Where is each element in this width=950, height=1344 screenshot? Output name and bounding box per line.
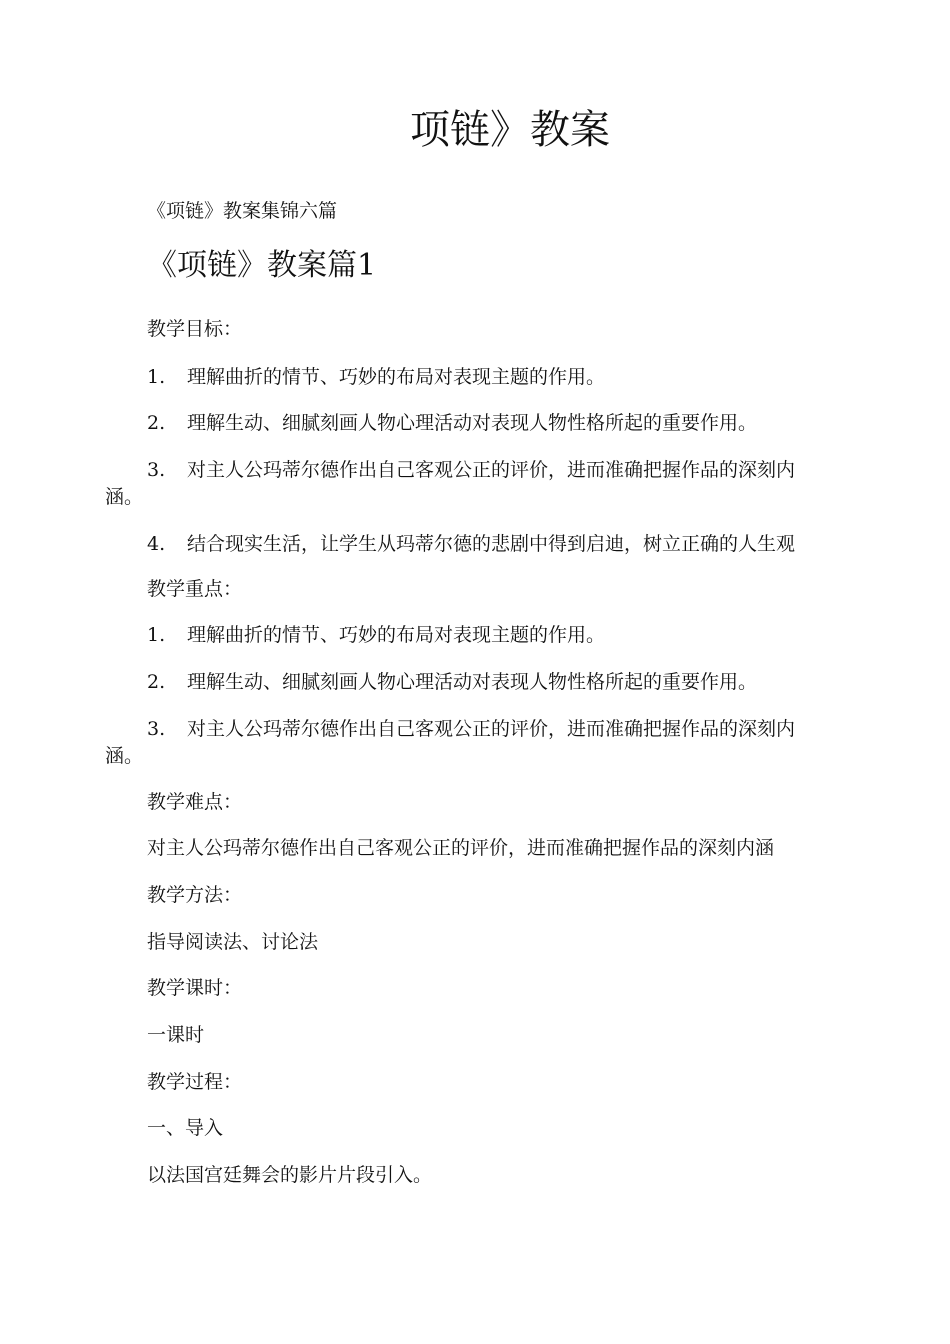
key-points-label: 教学重点： xyxy=(147,578,243,600)
goal-number: 3. xyxy=(147,459,166,481)
process-step: 一、导入 xyxy=(147,1117,224,1139)
process-label: 教学过程： xyxy=(147,1071,243,1093)
goal-number: 4. xyxy=(147,533,166,555)
document-title: 项链》教案 xyxy=(410,107,610,153)
goal-text: 对主人公玛蒂尔德作出自己客观公正的评价，进而准确把握作品的深刻内 xyxy=(187,459,796,481)
goal-text: 理解生动、细腻刻画人物心理活动对表现人物性格所起的重要作用。 xyxy=(187,412,758,434)
hours-label: 教学课时： xyxy=(147,977,243,999)
goal-number: 2. xyxy=(147,412,166,434)
key-point-number: 3. xyxy=(147,718,166,740)
key-point-number: 2. xyxy=(147,671,166,693)
process-text: 以法国宫廷舞会的影片片段引入。 xyxy=(147,1164,433,1186)
goal-text: 理解曲折的情节、巧妙的布局对表现主题的作用。 xyxy=(187,366,606,388)
key-point-text: 理解生动、细腻刻画人物心理活动对表现人物性格所起的重要作用。 xyxy=(187,671,758,693)
key-point-text: 对主人公玛蒂尔德作出自己客观公正的评价，进而准确把握作品的深刻内 xyxy=(187,718,796,740)
section-heading: 《项链》教案篇1 xyxy=(147,248,377,283)
key-point-text-continuation: 涵。 xyxy=(105,745,144,767)
method-text: 指导阅读法、讨论法 xyxy=(147,931,319,953)
difficulty-text: 对主人公玛蒂尔德作出自己客观公正的评价，进而准确把握作品的深刻内涵 xyxy=(147,837,775,859)
key-point-text: 理解曲折的情节、巧妙的布局对表现主题的作用。 xyxy=(187,624,606,646)
goal-text: 结合现实生活，让学生从玛蒂尔德的悲剧中得到启迪，树立正确的人生观 xyxy=(187,533,796,555)
document-subtitle: 《项链》教案集锦六篇 xyxy=(147,200,338,222)
method-label: 教学方法： xyxy=(147,884,243,906)
hours-text: 一课时 xyxy=(147,1024,205,1046)
goals-label: 教学目标： xyxy=(147,318,243,340)
key-point-number: 1. xyxy=(147,624,166,646)
goal-text-continuation: 涵。 xyxy=(105,486,144,508)
difficulty-label: 教学难点： xyxy=(147,791,243,813)
goal-number: 1. xyxy=(147,366,166,388)
